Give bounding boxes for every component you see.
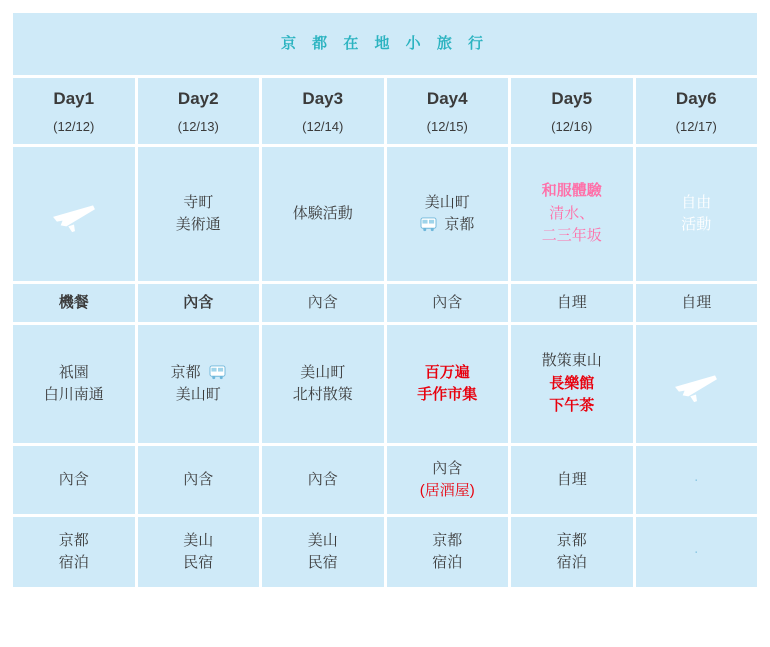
table-row-days (13, 78, 757, 144)
table-row-stay (13, 517, 757, 587)
day-label: Day6 (675, 89, 717, 108)
stay-line: 美山 (183, 531, 214, 549)
stay-line: 民宿 (307, 554, 338, 571)
stay-cell-2 (138, 517, 260, 587)
activity-line: 体験活動 (292, 204, 353, 222)
morning-activity-5 (511, 147, 633, 281)
airplane-icon (673, 364, 719, 404)
activity-transport-line (389, 214, 507, 237)
activity-transport-line (140, 362, 258, 385)
dinner-cell-2 (138, 446, 260, 514)
afternoon-activity-3 (262, 325, 384, 443)
page-title: 京 都 在 地 小 旅 行 (13, 13, 757, 75)
table-row-title (13, 13, 757, 75)
dinner-cell-5 (511, 446, 633, 514)
activity-line: 散策東山 (541, 352, 602, 370)
day-date: (12/16) (551, 118, 593, 134)
bus-icon (209, 365, 226, 380)
lunch-cell-1: 機餐 (13, 284, 135, 322)
stay-line: 京都 (556, 531, 587, 549)
dinner-line: 內含 (58, 470, 89, 488)
lunch-cell-2: 內含 (138, 284, 260, 322)
afternoon-activity-4 (387, 325, 509, 443)
dinner-line: 內含 (432, 459, 463, 477)
stay-line: 京都 (432, 531, 463, 549)
stay-cell-3 (262, 517, 384, 587)
activity-line: 長樂館 (549, 374, 595, 392)
day-header-3 (262, 78, 384, 144)
activity-line: 和服體驗 (541, 182, 602, 200)
stay-line: 宿泊 (58, 554, 89, 571)
table-row-afternoon (13, 325, 757, 443)
stay-line: 京都 (58, 531, 89, 549)
activity-line: 美山町 (424, 193, 470, 211)
table-row-dinner (13, 446, 757, 514)
dinner-cell-4 (387, 446, 509, 514)
stay-line: 民宿 (183, 554, 214, 571)
day-date: (12/15) (426, 118, 468, 134)
morning-activity-6 (636, 147, 758, 281)
bus-icon (420, 217, 437, 232)
activity-line: 二三年坂 (541, 227, 602, 245)
activity-line: 美術通 (175, 216, 221, 233)
activity-line: 活動 (681, 216, 712, 233)
dinner-placeholder: · (693, 470, 699, 488)
lunch-cell-6: 自理 (636, 284, 758, 322)
activity-line: 寺町 (183, 193, 214, 211)
activity-line: 清水、 (549, 204, 595, 222)
afternoon-activity-5 (511, 325, 633, 443)
day-header-5 (511, 78, 633, 144)
day-label: Day3 (302, 89, 344, 108)
lunch-cell-3: 內含 (262, 284, 384, 322)
activity-line: 北村散策 (292, 386, 353, 403)
stay-cell-1 (13, 517, 135, 587)
morning-activity-4 (387, 147, 509, 281)
day-date: (12/12) (53, 118, 95, 134)
day-header-6 (636, 78, 758, 144)
morning-activity-3 (262, 147, 384, 281)
morning-activity-2 (138, 147, 260, 281)
dinner-line: 內含 (183, 470, 214, 488)
day-date: (12/13) (177, 118, 219, 134)
activity-destination: 京都 (444, 216, 475, 233)
stay-line: 宿泊 (556, 554, 587, 571)
activity-line: 美山町 (300, 363, 346, 381)
table-row-lunch (13, 284, 757, 322)
activity-line: 祇園 (58, 363, 89, 381)
afternoon-activity-1 (13, 325, 135, 443)
activity-line: 白川南通 (43, 386, 104, 403)
stay-placeholder: · (693, 542, 699, 560)
day-header-1 (13, 78, 135, 144)
day-label: Day1 (53, 89, 95, 108)
dinner-cell-6 (636, 446, 758, 514)
stay-line: 宿泊 (432, 554, 463, 571)
activity-line: 百万遍 (424, 363, 470, 381)
itinerary-table (10, 10, 760, 590)
afternoon-activity-2 (138, 325, 260, 443)
day-label: Day2 (177, 89, 219, 108)
dinner-line: 內含 (307, 470, 338, 488)
day-label: Day5 (551, 89, 593, 108)
day-header-4 (387, 78, 509, 144)
dinner-note: (居酒屋) (419, 482, 475, 499)
day-label: Day4 (426, 89, 468, 108)
afternoon-activity-6 (636, 325, 758, 443)
activity-line: 手作市集 (417, 386, 478, 403)
activity-line: 美山町 (175, 386, 221, 403)
day-date: (12/17) (675, 118, 717, 134)
activity-line: 自由 (681, 193, 712, 211)
stay-line: 美山 (307, 531, 338, 549)
activity-line: 下午茶 (549, 397, 595, 415)
dinner-cell-3 (262, 446, 384, 514)
stay-cell-6 (636, 517, 758, 587)
day-header-2 (138, 78, 260, 144)
dinner-line: 自理 (556, 470, 587, 488)
table-row-morning (13, 147, 757, 281)
lunch-cell-4: 內含 (387, 284, 509, 322)
airplane-icon (51, 194, 97, 234)
morning-activity-1 (13, 147, 135, 281)
dinner-cell-1 (13, 446, 135, 514)
day-date: (12/14) (302, 118, 344, 134)
activity-origin: 京都 (170, 363, 201, 381)
stay-cell-5 (511, 517, 633, 587)
stay-cell-4 (387, 517, 509, 587)
lunch-cell-5: 自理 (511, 284, 633, 322)
